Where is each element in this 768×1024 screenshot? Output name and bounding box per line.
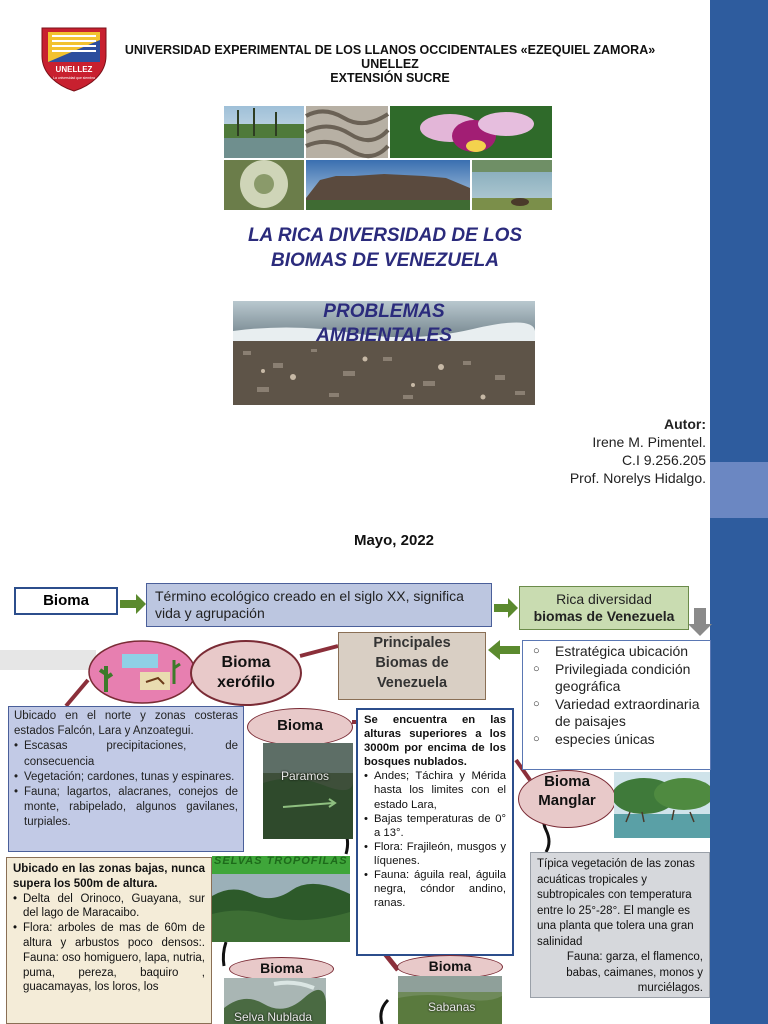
author-name: Irene M. Pimentel.: [592, 434, 706, 450]
selva-nublada-photo: [224, 978, 326, 1024]
manglar-oval-line1: Bioma: [544, 773, 590, 790]
ventaja-item: ○ Variedad extraordinaria de paisajes: [533, 696, 704, 731]
author-label: Autor:: [664, 416, 706, 432]
termino-box: Término ecológico creado en el siglo XX, significa vida y agrupación: [146, 583, 492, 627]
sabanas-label: Sabanas: [428, 1000, 476, 1014]
manglar-oval-line2: Manglar: [538, 792, 596, 809]
bioma-selva-oval: Bioma: [229, 957, 334, 981]
rica-diversidad-box: [519, 586, 689, 630]
selva-item: • Flora: arboles de mas de 60m de altura y arbustos poco densos:. Fauna: oso homiguero, lapa, nutria, puma, pereza, baquiro , guacamayas, los loros, los: [13, 921, 205, 995]
selva-banner-label: SELVAS TROPÓFILAS: [214, 856, 348, 867]
manglar-fauna: Fauna: garza, el flamenco, babas, caimanes, monos y murciélagos.: [566, 951, 703, 994]
main-title-line1: LA RICA DIVERSIDAD DE LOS: [247, 225, 523, 246]
ventaja-item: ○ especies únicas: [533, 731, 704, 749]
bioma-box: Bioma: [14, 587, 118, 615]
manglar-description: [530, 852, 710, 998]
principales-line2: Biomas de: [375, 655, 449, 671]
university-extension: EXTENSIÓN SUCRE: [330, 71, 450, 85]
paramo-description: [356, 708, 514, 956]
arrow-right-icon: [494, 598, 518, 618]
xerofilo-description: [8, 706, 244, 852]
xerofilo-oval-line1: Bioma: [221, 654, 271, 671]
main-title-line2: BIOMAS DE VENEZUELA: [270, 250, 500, 271]
paramo-lead: Se encuentra en las alturas superiores a los 3000m por encima de los bosques nublados.: [364, 714, 506, 769]
ventaja-item: ○ Estratégica ubicación: [533, 643, 704, 661]
selva-item: • Delta del Orinoco, Guayana, sur del lago de Maracaibo.: [13, 892, 205, 922]
xerofilo-item: • Vegetación; cardones, tunas y espinares.: [14, 770, 238, 785]
arrow-left-icon: [488, 640, 520, 660]
manglar-text: Típica vegetación de las zonas acuáticas tropicales y subtropicales con temperatura entre lo 25°-28°. El mangle es una planta que tolera una gran salinidad: [537, 858, 695, 948]
bioma-paramo-oval: Bioma: [247, 708, 353, 746]
xerofilo-oval-line2: xerófilo: [217, 674, 275, 691]
xerofilo-intro: Ubicado en el norte y zonas costeras estados Falcón, Lara y Anzoategui.: [14, 710, 238, 738]
arrow-down-icon: [688, 608, 712, 636]
paramo-item: • Bajas temperaturas de 0° a 13°.: [364, 812, 506, 840]
selva-lead: Ubicado en las zonas bajas, nunca supera los 500m de altura.: [13, 863, 205, 890]
university-acronym: UNELLEZ: [361, 57, 419, 71]
ventajas-box: [522, 640, 711, 770]
selva-tropofila-photo: [212, 856, 350, 942]
arrow-right-icon: [120, 594, 146, 614]
paramo-item: • Andes; Táchira y Mérida hasta los limites con el estado Lara,: [364, 769, 506, 811]
principales-line1: Principales: [373, 635, 451, 651]
svg-text:UNELLEZ: UNELLEZ: [55, 65, 93, 74]
xerofilo-image: [88, 640, 196, 704]
author-ci: C.I 9.256.205: [621, 452, 706, 468]
selva-nublada-label: Selva Nublada: [234, 1010, 313, 1024]
bioma-manglar-oval: [518, 770, 616, 828]
paramo-item: • Fauna: águila real, águila negra, cóndor andino, ranas.: [364, 868, 506, 910]
xerofilo-item: • Fauna; lagartos, alacranes, conejos de monte, rabipelado, algunos gavilanes, turpiales.: [14, 785, 238, 831]
ventaja-item: ○ Privilegiada condición geográfica: [533, 661, 704, 696]
problems-title-line2: AMBIENTALES: [316, 325, 452, 346]
rica-line2: biomas de Venezuela: [533, 608, 675, 624]
rica-line1: Rica diversidad: [556, 591, 652, 607]
xerofilo-item: • Escasas precipitaciones, de consecuencia: [14, 739, 238, 769]
svg-text:La universidad que siembra: La universidad que siembra: [53, 76, 95, 80]
university-name: UNIVERSIDAD EXPERIMENTAL DE LOS LLANOS OCCIDENTALES «EZEQUIEL ZAMORA»: [124, 43, 656, 57]
author-professor: Prof. Norelys Hidalgo.: [569, 470, 706, 486]
principales-line3: Venezuela: [376, 675, 448, 691]
bioma-sabana-oval: Bioma: [397, 955, 503, 979]
paramo-photo: [263, 743, 353, 839]
sabanas-photo: [398, 976, 502, 1024]
date: Mayo, 2022: [353, 532, 435, 549]
manglar-photo: [614, 772, 710, 838]
paramo-photo-label: Paramos: [281, 769, 330, 783]
principales-biomas-box: [338, 632, 486, 700]
paramo-item: • Flora: Frajileón, musgos y líquenes.: [364, 840, 506, 868]
selva-description: [6, 857, 212, 1024]
bioma-xerofilo-oval: [190, 640, 302, 706]
problems-title-line1: PROBLEMAS: [323, 301, 445, 322]
